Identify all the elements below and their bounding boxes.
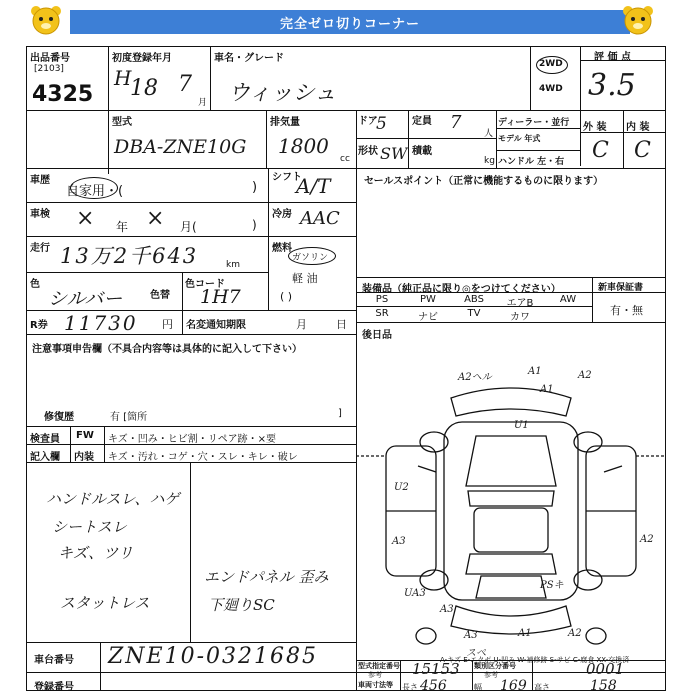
drive-4wd: 4WD	[539, 84, 563, 94]
recycle-label: R券	[30, 320, 48, 331]
remark-right-item: エンドパネル 歪み	[204, 568, 329, 586]
first-registration-month: 7	[178, 72, 192, 97]
color-code-label: 色コード	[185, 279, 225, 290]
car-damage-diagram	[356, 336, 666, 658]
displacement-label: 排気量	[270, 117, 300, 128]
lot-number: 4325	[32, 82, 94, 107]
fuel-value: ガソリン	[292, 253, 329, 263]
repair-label: 修復歴	[44, 412, 74, 423]
model-year-label: モデル 年式	[498, 134, 541, 143]
shift-value: A/T	[296, 174, 331, 198]
displacement-value: 1800	[278, 134, 329, 158]
load-label: 積載	[412, 146, 432, 157]
dims-label: 車両寸法等	[358, 681, 393, 689]
repair-value: 有 [箇所	[110, 412, 148, 423]
warranty-label: 新車保証書	[598, 283, 644, 293]
model-name-value: ウィッシュ	[228, 81, 337, 106]
interior-value: C	[634, 138, 651, 163]
damage-mark: A1	[540, 384, 554, 395]
displacement-unit: cc	[340, 154, 350, 164]
vehicle-history-value: 自家用・(	[66, 184, 124, 199]
interior-label: 内 装	[626, 122, 650, 133]
handle-label: ハンドル 左・右	[498, 157, 565, 167]
vehicle-history-label: 車歴	[30, 175, 50, 186]
class-code-value: 0001	[586, 660, 625, 678]
remark-right-item: 下廻りSC	[208, 596, 275, 614]
after-label: 後日品	[362, 330, 392, 341]
lot-code: [2103]	[34, 64, 64, 74]
capacity-unit: 人	[484, 129, 494, 139]
equipment-option: ナビ	[418, 312, 438, 323]
exterior-value: C	[592, 138, 609, 163]
class-code-label: 類別区分番号	[474, 662, 516, 670]
grade-value: 3.5	[588, 68, 636, 103]
recycle-unit: 円	[162, 318, 173, 331]
equipment-option: PW	[420, 294, 436, 305]
color-change-label: 色替	[150, 290, 170, 301]
damage-mark: U2	[394, 482, 409, 493]
inspector-interior-label: 内装	[74, 452, 94, 463]
first-registration-era: H	[114, 66, 132, 90]
ac-value: AAC	[300, 208, 340, 229]
load-unit: kg	[484, 156, 495, 166]
damage-mark: A1	[528, 366, 542, 377]
equipment-option: ABS	[464, 294, 484, 305]
header-banner	[10, 4, 690, 38]
remark-left-item: ハンドルスレ、ハゲ	[46, 490, 180, 508]
remark-left-item: キズ、ツリ	[58, 544, 134, 562]
damage-mark: U1	[514, 420, 529, 431]
doors-value: 5	[376, 114, 387, 134]
capacity-label: 定員	[412, 116, 432, 127]
damage-mark: スペ	[466, 648, 486, 659]
grade-label: 評 価 点	[594, 52, 631, 63]
shift-label: シフト	[272, 172, 302, 183]
inspection-label: 車検	[30, 209, 50, 220]
equipment-option: TV	[467, 308, 481, 319]
ac-label: 冷房	[272, 209, 292, 220]
color-label: 色	[30, 279, 40, 290]
height-value: 158	[590, 678, 617, 694]
damage-mark: A2	[578, 370, 592, 381]
equipment-label: 装備品（純正品に限り◎をつけてください）	[362, 284, 561, 295]
registration-label: 登録番号	[34, 682, 74, 693]
fuel-label: 燃料	[272, 243, 292, 254]
damage-mark: A1	[518, 628, 532, 639]
fw-label: FW	[76, 430, 94, 441]
type-label: 型式	[112, 117, 132, 128]
capacity-value: 7	[450, 112, 462, 133]
drive-2wd: 2WD	[539, 59, 563, 69]
equipment-option: SR	[375, 308, 389, 319]
bear-mascot-icon	[28, 4, 64, 38]
doors-label: ドア	[358, 116, 378, 127]
sales-point-label: セールスポイント（正常に機能するものに限ります）	[364, 176, 604, 187]
damage-mark: A3	[392, 536, 406, 547]
model-code-label: 型式指定番号	[358, 662, 400, 670]
fw-items: キズ・凹み・ヒビ割・リペア跡・×要	[108, 434, 276, 445]
fuel-alt: 軽 油	[292, 272, 318, 285]
equipment-option: AW	[559, 294, 577, 305]
model-code-value: 15153	[412, 660, 460, 678]
damage-mark: A3	[464, 630, 478, 641]
equipment-option: PS	[375, 294, 389, 305]
first-registration-year: 18	[130, 76, 158, 101]
dealer-label: ディーラー・並行	[498, 118, 570, 128]
color-value: シルバー	[48, 288, 123, 310]
bear-mascot-icon-right	[620, 4, 656, 38]
notes-label: 注意事項申告欄（不具合内容等は具体的に記入して下さい）	[32, 344, 302, 355]
shape-label: 形状	[358, 146, 378, 157]
exterior-label: 外 装	[583, 122, 607, 133]
chassis-label: 車台番号	[34, 655, 74, 666]
remark-left-item: スタットレス	[60, 594, 150, 612]
month-unit: 月	[198, 98, 208, 108]
recycle-value: 11730	[64, 311, 138, 335]
damage-mark: UA3	[404, 588, 426, 599]
entry-label: 記入欄	[30, 452, 60, 463]
equipment-option: エアB	[506, 298, 534, 309]
shape-value: SW	[380, 144, 408, 163]
damage-mark: A3	[440, 604, 454, 615]
mileage-value: 13万2千643	[60, 244, 199, 268]
damage-mark: A2	[640, 534, 654, 545]
diagram-legend: A-キズ E-エクボ U-凹み W-補修跡 S-サビ C-腐食 XX-交換済	[440, 656, 630, 664]
equipment-option: カワ	[510, 312, 530, 323]
mileage-label: 走行	[30, 243, 50, 254]
first-registration-label: 初度登録年月	[112, 53, 172, 64]
inspector-label: 検査員	[30, 434, 60, 445]
model-name-label: 車名・グレード	[214, 53, 284, 64]
damage-mark: PSキ	[540, 580, 564, 591]
length-value: 456	[420, 678, 447, 694]
color-code-value: 1H7	[200, 286, 241, 308]
lot-label: 出品番号	[30, 53, 70, 64]
chassis-value: ZNE10-0321685	[108, 644, 319, 669]
remark-left-item: シートスレ	[52, 518, 127, 536]
width-value: 169	[500, 678, 527, 694]
damage-mark: A2ヘル	[458, 372, 492, 383]
name-change-label: 名変通知期限	[186, 320, 246, 331]
damage-mark: A2	[568, 628, 582, 639]
interior-items: キズ・汚れ・コゲ・穴・スレ・キレ・破レ	[108, 452, 298, 463]
banner-title: 完全ゼロ切りコーナー	[70, 10, 630, 34]
warranty-value: 有・無	[610, 304, 643, 317]
mileage-unit: km	[226, 260, 240, 270]
type-value: DBA-ZNE10G	[114, 136, 247, 158]
